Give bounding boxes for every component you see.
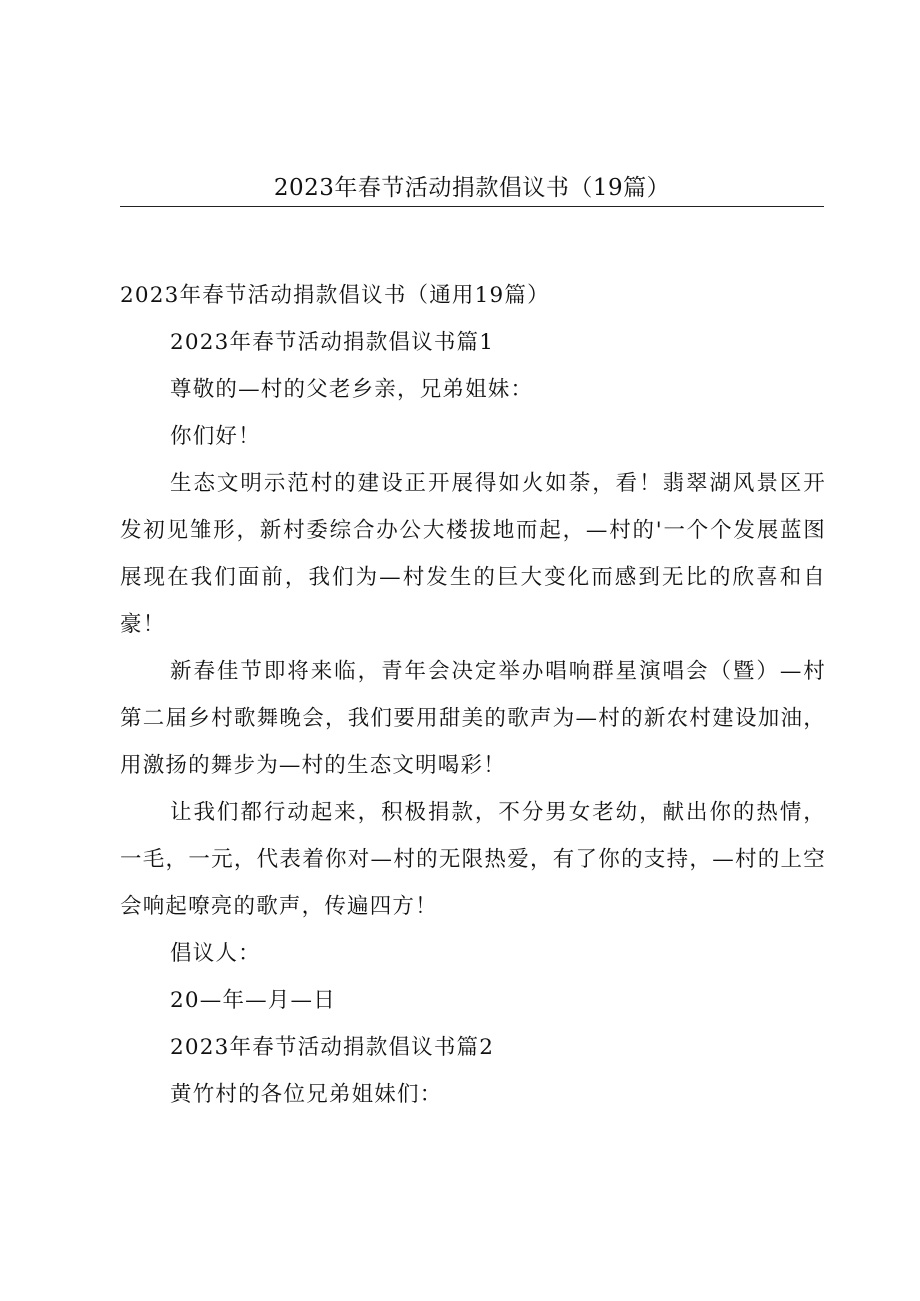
body-paragraph-2: 新春佳节即将来临，青年会决定举办唱响群星演唱会（暨）—村第二届乡村歌舞晚会，我们要用甜美的歌声为—村的新农村建设加油，用激扬的舞步为—村的生态文明喝彩！ <box>120 659 826 778</box>
body-paragraph-3: 让我们都行动起来，积极捐款，不分男女老幼，献出你的热情，一毛，一元，代表着你对—村的无限热爱，有了你的支持，—村的上空会响起嘹亮的歌声，传遍四方！ <box>120 800 826 919</box>
greeting: 你们好！ <box>170 424 261 449</box>
salutation-1: 尊敬的—村的父老乡亲，兄弟姐妹： <box>170 377 534 402</box>
body-paragraph-1: 生态文明示范村的建设正开展得如火如荼，看！翡翠湖风景区开发初见雏形，新村委综合办公大楼拔地而起，—村的'一个个发展蓝图展现在我们面前，我们为—村发生的巨大变化而感到无比的欣喜和自豪！ <box>120 471 826 637</box>
section-heading-1: 2023年春节活动捐款倡议书篇1 <box>170 330 495 355</box>
salutation-2: 黄竹村的各位兄弟姐妹们： <box>170 1082 443 1107</box>
signatory-label: 倡议人： <box>170 941 261 966</box>
date-line: 20—年—月—日 <box>170 988 336 1013</box>
section-heading-2: 2023年春节活动捐款倡议书篇2 <box>170 1035 495 1060</box>
document-body <box>120 272 826 1118</box>
subtitle-line: 2023年春节活动捐款倡议书（通用19篇） <box>120 283 550 308</box>
document-title: 2023年春节活动捐款倡议书（19篇） <box>273 175 671 201</box>
title-underline <box>120 206 824 207</box>
